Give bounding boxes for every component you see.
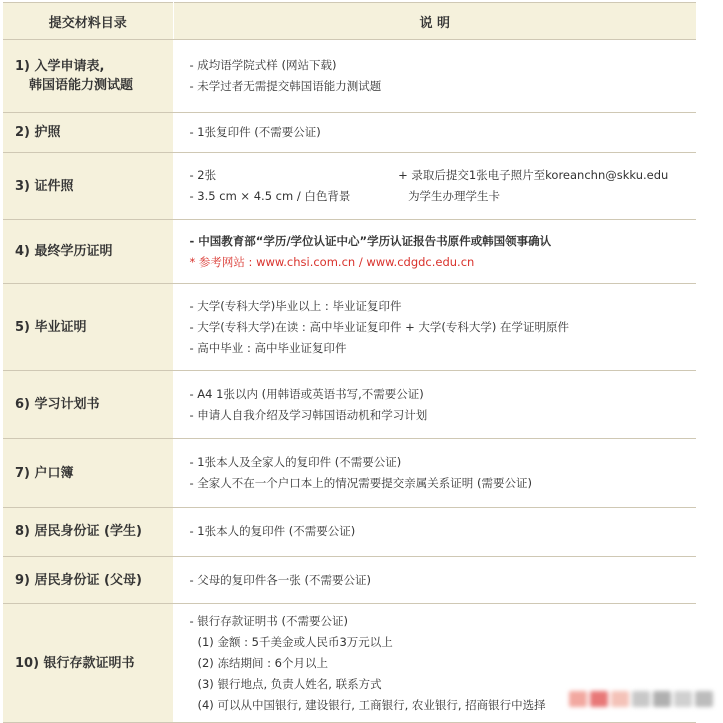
blurred-watermark-block [611,691,629,707]
blurred-watermark-block [569,691,587,707]
desc-line: (2) 冻结期间 : 6个月以上 [197,655,328,670]
desc-line: 为学生办理学生卡 [408,189,501,204]
desc-line: - 银行存款证明书 (不需要公证) [189,613,348,628]
row-desc-student-id-card [173,508,696,557]
desc-line: - 全家人不在一个户口本上的情况需要提交亲属关系证明 (需要公证) [189,476,532,491]
table-row-final-education [3,220,696,284]
row-label-id-photo: 3) 证件照 [3,153,173,220]
materials-table [3,2,696,723]
desc-line: - 1张复印件 (不需要公证) [189,125,321,140]
table-row-passport [3,112,696,153]
row-label-line: 韩国语能力测试题 [29,77,134,93]
header-description: 说 明 [173,3,696,40]
desc-line: - 2张 [189,168,217,183]
table-row-id-photo [3,153,696,220]
desc-line: - 3.5 cm × 4.5 cm / 白色背景 [189,189,351,204]
row-label-study-plan: 6) 学习计划书 [3,371,173,439]
row-label-household-register: 7) 户口簿 [3,439,173,508]
row-desc-final-education [173,220,696,284]
desc-line: - 父母的复印件各一张 (不需要公证) [189,572,371,587]
desc-line: (1) 金额 : 5千美金或人民币3万元以上 [197,634,393,649]
row-desc-passport [173,112,696,153]
row-label-final-education: 4) 最终学历证明 [3,220,173,284]
blurred-watermark-block [590,691,608,707]
row-label-parents-id-card: 9) 居民身份证 (父母) [3,556,173,604]
desc-line: (4) 可以从中国银行, 建设银行, 工商银行, 农业银行, 招商银行中选择 [197,697,546,712]
blurred-watermark-block [653,691,671,707]
desc-line: - 1张本人的复印件 (不需要公证) [189,524,356,539]
row-label-graduation: 5) 毕业证明 [3,284,173,371]
desc-line: - 大学(专科大学)毕业以上 : 毕业证复印件 [189,298,402,313]
row-desc-id-photo [173,153,696,220]
blurred-watermark-block [674,691,692,707]
row-label-application-form [3,40,173,113]
table-header-row [3,3,696,40]
desc-line: - A4 1张以内 (用韩语或英语书写,不需要公证) [189,386,424,401]
desc-line-certification: - 中国教育部“学历/学位认证中心”学历认证报告书原件或韩国领事确认 [189,233,552,248]
row-desc-study-plan [173,371,696,439]
desc-line: - 大学(专科大学)在读 : 高中毕业证复印件 + 大学(专科大学) 在学证明原件 [189,319,570,334]
desc-line-reference-sites: * 参考网站 : www.chsi.com.cn / www.cdgdc.edu.cn [189,254,475,269]
table-row-household-register [3,439,696,508]
header-materials-list: 提交材料目录 [3,3,173,40]
row-desc-application-form [173,40,696,113]
desc-line: - 申请人自我介绍及学习韩国语动机和学习计划 [189,407,428,422]
row-label-line: 1) 入学申请表, [15,58,105,74]
row-desc-household-register [173,439,696,508]
row-label-bank-deposit: 10) 银行存款证明书 [3,604,173,723]
row-desc-parents-id-card [173,556,696,604]
blurred-watermark-block [695,691,713,707]
desc-line: - 未学过者无需提交韩国语能力测试题 [189,78,382,93]
desc-line: - 1张本人及全家人的复印件 (不需要公证) [189,455,402,470]
table-row-study-plan [3,371,696,439]
desc-line: - 高中毕业 : 高中毕业证复印件 [189,340,347,355]
table-row-student-id-card [3,508,696,557]
row-label-passport: 2) 护照 [3,112,173,153]
blurred-watermark [569,683,719,717]
table-row-parents-id-card [3,556,696,604]
desc-line: - 成均语学院式样 (网站下载) [189,57,337,72]
desc-line-email-note: + 录取后提交1张电子照片至koreanchn@skku.edu [398,168,669,183]
table-row-graduation [3,284,696,371]
blurred-watermark-block [632,691,650,707]
row-label-student-id-card: 8) 居民身份证 (学生) [3,508,173,557]
desc-line: (3) 银行地点, 负责人姓名, 联系方式 [197,676,382,691]
row-desc-graduation [173,284,696,371]
table-row-application-form [3,40,696,113]
